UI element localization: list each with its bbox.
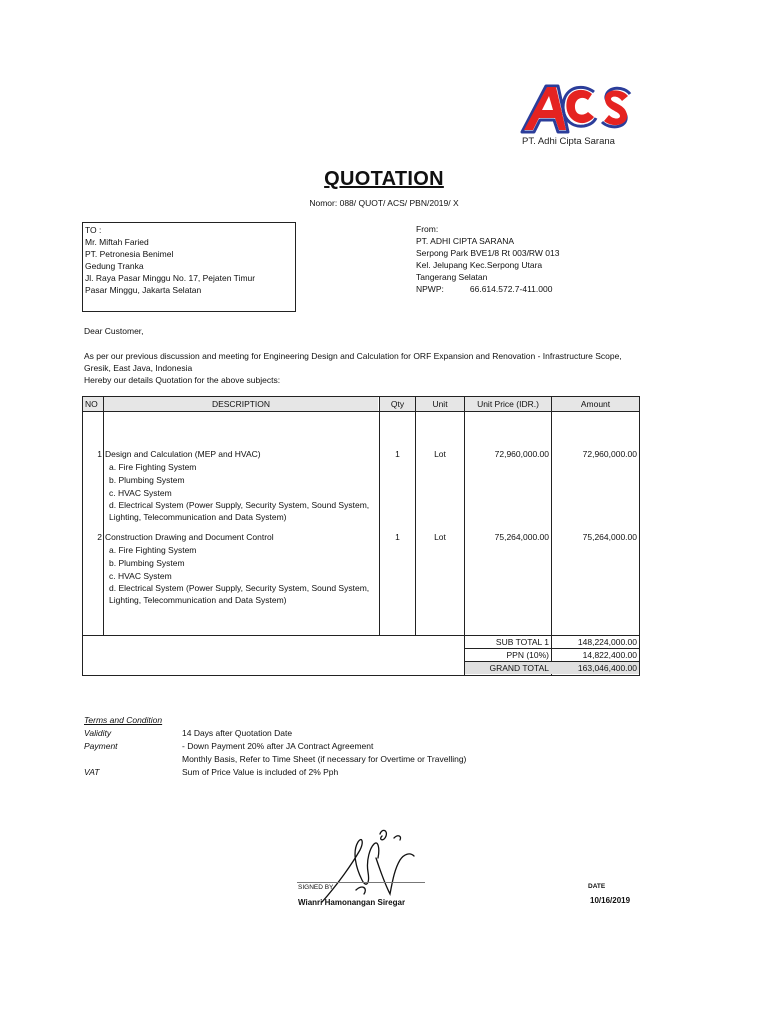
terms-label: Payment [84,741,118,751]
item-sub-line: Lighting, Telecommunication and Data System) [109,512,287,522]
terms-title: Terms and Condition [84,715,163,725]
from-line: PT. ADHI CIPTA SARANA [416,236,515,246]
item-unit: Lot [434,449,446,459]
to-line: Gedung Tranka [85,261,144,271]
to-line: Mr. Miftah Faried [85,237,149,247]
item-amount: 75,264,000.00 [582,532,637,542]
npwp-row [416,283,559,295]
terms-value: - Down Payment 20% after JA Contract Agreement [182,741,374,751]
from-line: Serpong Park BVE1/8 Rt 003/RW 013 [416,248,560,258]
grand-total-label: GRAND TOTAL [489,663,549,673]
terms-label: Validity [84,728,112,738]
item-sub-line: d. Electrical System (Power Supply, Security System, Sound System, [109,583,370,593]
npwp-value: 66.614.572.7-411.000 [469,284,553,294]
ppn-value: 14,822,400.00 [582,650,637,660]
intro-line: Hereby our details Quotation for the above subjects: [84,375,281,385]
document-number: Nomor: 088/ QUOT/ ACS/ PBN/2019/ X [309,198,459,208]
header-unit-price: Unit Price (IDR.) [465,397,551,411]
date-value: 10/16/2019 [590,896,631,905]
item-sub-line: c. HVAC System [109,488,172,498]
signature-line [297,882,425,883]
item-description: Construction Drawing and Document Control [105,532,274,542]
signed-by-label: SIGNED BY [298,884,334,891]
header-qty: Qty [380,397,415,411]
date-label: DATE [588,883,606,890]
item-sub-line: c. HVAC System [109,571,172,581]
from-line: Tangerang Selatan [416,272,488,282]
item-sub-line: a. Fire Fighting System [109,462,197,472]
handwritten-signature [318,824,428,908]
item-amount: 72,960,000.00 [582,449,637,459]
from-label: From: [416,224,439,234]
item-description: Design and Calculation (MEP and HVAC) [105,449,261,459]
header-no: NO [83,397,103,411]
document-title: QUOTATION [324,168,444,190]
header-unit: Unit [416,397,464,411]
item-sub-line: Lighting, Telecommunication and Data System) [109,595,287,605]
column-divider [379,397,380,635]
header-description: DESCRIPTION [104,397,378,411]
item-sub-line: a. Fire Fighting System [109,545,197,555]
header-divider [83,411,639,412]
to-line: PT. Petronesia Benimel [85,249,174,259]
column-divider [103,397,104,635]
sender-block [416,223,559,295]
recipient-box [82,222,296,312]
item-qty: 1 [395,449,400,459]
to-line: Jl. Raya Pasar Minggu No. 17, Pejaten Timur [85,273,256,283]
item-qty: 1 [395,532,400,542]
from-line: Kel. Jelupang Kec.Serpong Utara [416,260,543,270]
npwp-label: NPWP: [416,284,444,294]
terms-value: 14 Days after Quotation Date [182,728,293,738]
items-table [82,396,640,676]
logo-company-name: PT. Adhi Cipta Sarana [522,136,615,147]
intro-line: As per our previous discussion and meeting for Engineering Design and Calculation for ORF Expansion and Renovation - Infrastructure Scope, [84,351,622,361]
signer-name: Wianri Hamonangan Siregar [298,898,406,907]
to-label: TO : [85,225,102,235]
header-amount: Amount [552,397,639,411]
item-unit-price: 72,960,000.00 [494,449,549,459]
ppn-label: PPN (10%) [506,650,549,660]
item-sub-line: b. Plumbing System [109,475,185,485]
item-unit: Lot [434,532,446,542]
item-unit-price: 75,264,000.00 [494,532,549,542]
column-divider [415,397,416,635]
terms-label: VAT [84,767,100,777]
grand-total-value: 163,046,400.00 [577,663,637,673]
subtotal-label: SUB TOTAL 1 [495,637,549,647]
item-no: 2 [97,532,102,542]
to-line: Pasar Minggu, Jakarta Selatan [85,285,202,295]
greeting: Dear Customer, [84,326,144,336]
item-sub-line: d. Electrical System (Power Supply, Security System, Sound System, [109,500,370,510]
terms-value: Sum of Price Value is included of 2% Pph [182,767,339,777]
terms-value: Monthly Basis, Refer to Time Sheet (if necessary for Overtime or Travelling) [182,754,467,764]
intro-line: Gresik, East Java, Indonesia [84,363,193,373]
item-no: 1 [97,449,102,459]
subtotal-value: 148,224,000.00 [577,637,637,647]
item-sub-line: b. Plumbing System [109,558,185,568]
